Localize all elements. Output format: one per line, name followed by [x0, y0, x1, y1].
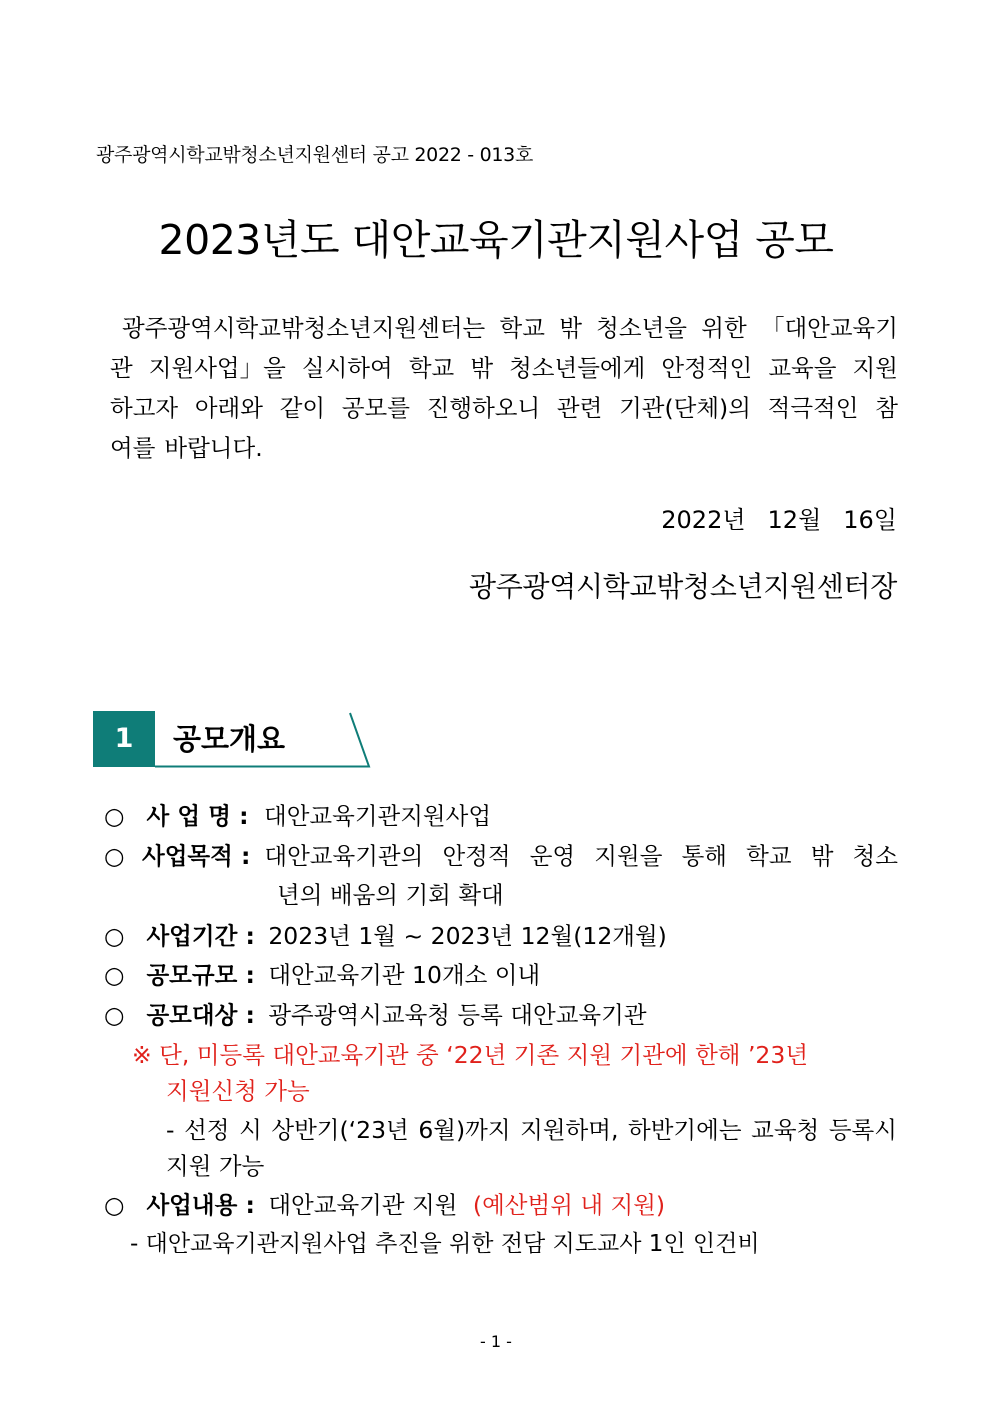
- bullet-circle-icon: ○: [104, 1001, 125, 1029]
- intro-paragraph: [110, 308, 898, 468]
- purpose-line: [264, 839, 898, 873]
- item-purpose: [104, 839, 898, 873]
- purpose-word: 밖: [810, 842, 834, 870]
- item-label: 사 업 명 :: [146, 802, 249, 830]
- intro-word: 여를: [110, 434, 156, 462]
- item-value: 광주광역시교육청 등록 대안교육기관: [268, 1001, 647, 1029]
- target-note: ※ 단, 미등록 대안교육기관 중 ‘22년 기존 지원 기관에 한해 ’23년: [132, 1041, 809, 1069]
- intro-word: 기관(단체)의: [619, 394, 751, 422]
- purpose-word: 학교: [746, 842, 792, 870]
- subnote-word: 하반기에는: [628, 1116, 742, 1144]
- intro-line: [110, 348, 898, 388]
- intro-word: 지원사업」을: [148, 354, 286, 382]
- intro-word: 청소년들에게: [509, 354, 646, 382]
- subnote-word: 시: [239, 1116, 262, 1144]
- intro-word: 공모를: [341, 394, 410, 422]
- intro-word: 참: [875, 394, 898, 422]
- intro-word: 관: [110, 354, 133, 382]
- intro-word: 하고자: [110, 394, 179, 422]
- purpose-word: 통해: [681, 842, 727, 870]
- date-day: 16일: [843, 506, 897, 534]
- intro-word: 밖: [470, 354, 494, 382]
- subnote-word: 지원하며,: [520, 1116, 619, 1144]
- item-value: 대안교육기관 10개소 이내: [268, 961, 541, 989]
- intro-word: 밖: [559, 314, 582, 342]
- announcement-date: [661, 500, 897, 540]
- intro-word: 안정적인: [661, 354, 753, 382]
- intro-word: 위한: [701, 314, 747, 342]
- intro-word: 청소년을: [596, 314, 687, 342]
- item-label: 공모규모 :: [146, 961, 255, 989]
- item-period: [104, 919, 667, 953]
- intro-word: 바랍니다.: [164, 434, 263, 462]
- subnote-word: 6월)까지: [418, 1116, 511, 1144]
- item-label: 사업기간 :: [146, 922, 255, 950]
- intro-word: 적극적인: [767, 394, 859, 422]
- intro-word: 교육을: [768, 354, 837, 382]
- item-value: 대안교육기관 지원: [268, 1191, 458, 1219]
- date-month: 12월: [767, 506, 822, 534]
- section-title: 공모개요: [173, 722, 286, 756]
- bullet-circle-icon: ○: [104, 961, 125, 989]
- intro-word: 「대안교육기: [760, 314, 898, 342]
- signer: 광주광역시학교밖청소년지원센터장: [469, 570, 897, 603]
- purpose-word: 청소: [852, 842, 898, 870]
- item-label: 사업목적 :: [142, 842, 251, 870]
- date-year: 2022년: [661, 506, 746, 534]
- item-label: 사업내용 :: [146, 1191, 255, 1219]
- purpose-word: 지원을: [594, 842, 663, 870]
- target-note-continuation: 지원신청 가능: [166, 1077, 310, 1105]
- intro-word: 아래와: [194, 394, 263, 422]
- intro-line: [110, 428, 898, 468]
- intro-word: 지원: [852, 354, 898, 382]
- item-scale: [104, 958, 540, 992]
- intro-line: [110, 388, 898, 428]
- purpose-word: 대안교육기관의: [264, 842, 424, 870]
- section-number: 1: [93, 711, 155, 767]
- item-label: 공모대상 :: [146, 1001, 255, 1029]
- subnote-word: 상반기(‘23년: [271, 1116, 409, 1144]
- subnote-word: 선정: [184, 1116, 230, 1144]
- intro-word: 진행하오니: [426, 394, 541, 422]
- bullet-circle-icon: ○: [104, 1191, 125, 1219]
- intro-word: 같이: [279, 394, 326, 422]
- notice-number: 광주광역시학교밖청소년지원센터 공고 2022 - 013호: [96, 144, 534, 166]
- subnote-word: 등록시: [828, 1116, 897, 1144]
- item-target: [104, 998, 647, 1032]
- bullet-circle-icon: ○: [104, 802, 125, 830]
- subnote-word: 교육청: [751, 1116, 820, 1144]
- intro-word: 학교: [408, 354, 455, 382]
- item-value: 대안교육기관지원사업: [264, 802, 492, 830]
- bullet-circle-icon: ○: [104, 842, 125, 870]
- page-number: - 1 -: [480, 1332, 512, 1351]
- intro-word: 관련: [556, 394, 603, 422]
- intro-word: 광주광역시학교밖청소년지원센터는: [122, 314, 486, 342]
- intro-word: 실시하여: [301, 354, 393, 382]
- purpose-continuation: 년의 배움의 기회 확대: [277, 881, 504, 909]
- content-subitem: - 대안교육기관지원사업 추진을 위한 전담 지도교사 1인 인건비: [130, 1231, 760, 1257]
- subnote-word: -: [166, 1116, 175, 1144]
- intro-line: [110, 308, 898, 348]
- bullet-circle-icon: ○: [104, 922, 125, 950]
- purpose-word: 운영: [529, 842, 576, 870]
- content-emphasis: (예산범위 내 지원): [472, 1191, 666, 1219]
- page-title: 2023년도 대안교육기관지원사업 공모: [158, 216, 834, 264]
- item-project-name: [104, 799, 491, 833]
- purpose-word: 안정적: [442, 842, 511, 870]
- section-header: [93, 711, 371, 769]
- item-value: 2023년 1월 ~ 2023년 12월(12개월): [268, 922, 667, 950]
- item-content: [104, 1188, 665, 1222]
- target-subnote: [166, 1113, 897, 1147]
- target-subnote-continuation: 지원 가능: [166, 1152, 265, 1180]
- intro-word: 학교: [499, 314, 545, 342]
